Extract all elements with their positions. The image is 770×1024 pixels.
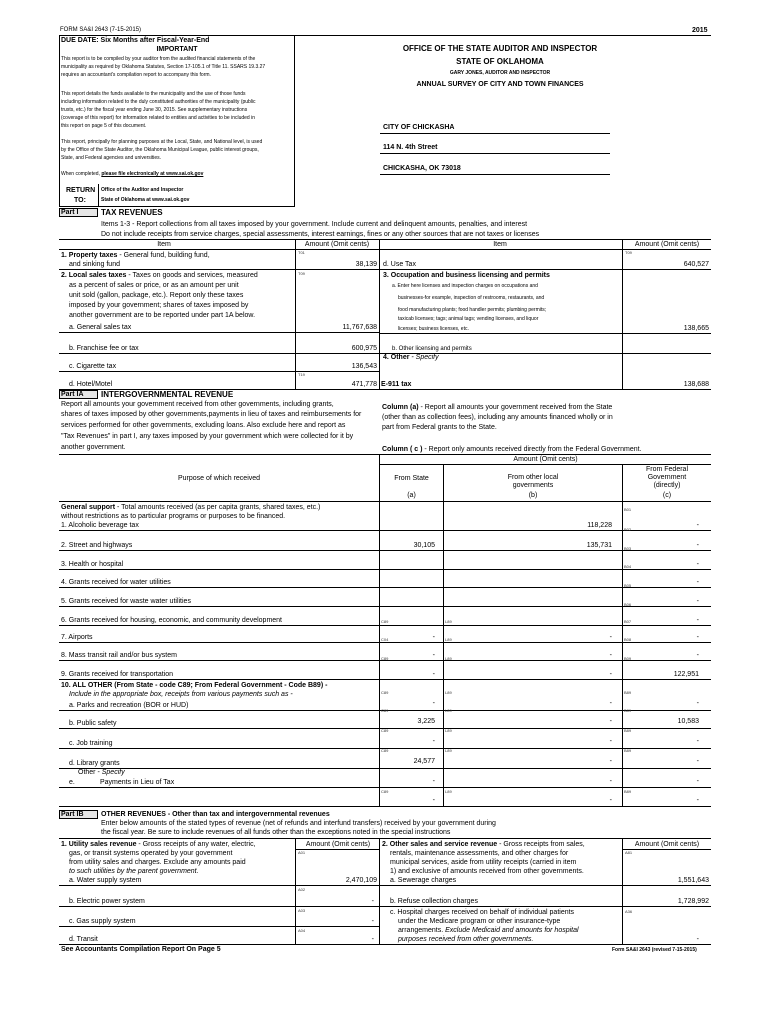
- col-c-header: From Federal: [645, 466, 688, 473]
- other-grant-value-b: -: [609, 700, 612, 707]
- line-code: L89: [445, 708, 452, 713]
- hospital-charges-label: c. Hospital charges received on behalf of individual patients: [390, 909, 575, 916]
- part1-label: Part I: [61, 209, 79, 216]
- amount-header: Amount (Omit cents): [513, 456, 578, 463]
- franchise-fee-label: b. Franchise fee or tax: [69, 345, 139, 352]
- other-specify-label: Other - Specify: [78, 769, 125, 776]
- line-code: B89: [624, 708, 632, 713]
- purpose-header: Purpose of which received: [177, 475, 261, 482]
- use-tax-value: 640,527: [683, 261, 709, 268]
- other-grant-label: a. Parks and recreation (BOR or HUD): [69, 702, 189, 709]
- e911-value: 138,688: [683, 381, 709, 388]
- sales-tax-desc: another government are to be reported under part 1A below.: [69, 312, 256, 319]
- electric-power-label: b. Electric power system: [69, 898, 145, 905]
- line-code: B89: [624, 748, 632, 753]
- licensing-desc: licenses; business licenses, etc.: [398, 326, 469, 332]
- part1a-desc: services performed for other governments, excluding loans. Also exclude here and report as: [61, 422, 346, 429]
- water-supply-label: a. Water supply system: [69, 877, 142, 884]
- other-grant-label: c. Job training: [69, 740, 113, 747]
- line-code: C04: [381, 637, 389, 642]
- line-code: B02: [624, 527, 632, 532]
- occupation-licensing-label: 3. Occupation and business licensing and permits: [383, 272, 550, 279]
- return-label: RETURN: [66, 187, 96, 194]
- grant-row-label: 7. Airports: [61, 634, 93, 641]
- line-code: L89: [445, 690, 452, 695]
- col-a-header: From State: [394, 475, 429, 482]
- sewerage-label: a. Sewerage charges: [390, 877, 457, 884]
- grant-row-value-a: -: [432, 671, 435, 678]
- part1a-label: Part IA: [61, 391, 84, 398]
- pilot-value-c: -: [696, 797, 699, 804]
- line-code: B06: [624, 602, 632, 607]
- other-grant-value-a: 3,225: [417, 718, 435, 725]
- grant-row-value-c: -: [696, 561, 699, 568]
- col-item: Item: [493, 241, 507, 248]
- property-tax-label: 1. Property taxes - General fund, building fund,: [61, 252, 210, 259]
- line-code: L89: [445, 619, 452, 624]
- grant-row-label: 9. Grants received for transportation: [61, 671, 174, 678]
- other-grant-value-c: -: [696, 700, 699, 707]
- hospital-charges-value: -: [696, 936, 699, 943]
- line-code: B89: [624, 690, 632, 695]
- grant-row-value-b: -: [609, 671, 612, 678]
- grant-row-value-a: -: [432, 652, 435, 659]
- file-electronic-note: When completed, please file electronically at www.sai.ok.gov: [61, 171, 204, 177]
- other-sales-desc: municipal services, aside from utility receipts (carried in item: [390, 859, 577, 866]
- line-code: B09: [624, 656, 632, 661]
- office-title: OFFICE OF THE STATE AUDITOR AND INSPECTOR: [402, 44, 598, 53]
- grant-row-label: 3. Health or hospital: [61, 561, 124, 568]
- licensing-desc: taxicab licenses; tags; animal tags; vending licenses, and liquor: [398, 316, 539, 322]
- part1a-desc: "Tax Revenues" in part I, any taxes imposed by your government which were collected for it by: [61, 433, 354, 440]
- hotel-motel-label: d. Hotel/Motel: [69, 381, 113, 388]
- return-address-line: Office of the Auditor and Inspector: [101, 187, 184, 193]
- specify-value-a: -: [432, 778, 435, 785]
- row-divider: [59, 642, 711, 643]
- all-other-label: 10. ALL OTHER (From State - code C89; From Federal Government - Code B89) -: [61, 682, 328, 689]
- line-code: B03: [624, 546, 632, 551]
- row-divider: [59, 625, 711, 626]
- line-code: L89: [445, 728, 452, 733]
- line-code: B05: [624, 583, 632, 588]
- cigarette-tax-label: c. Cigarette tax: [69, 363, 117, 370]
- general-sales-tax-value: 11,767,638: [342, 324, 377, 331]
- col-b-letter: (b): [528, 492, 538, 499]
- line-code: L89: [445, 748, 452, 753]
- line-code: B89: [624, 728, 632, 733]
- line-code: L89: [445, 637, 452, 642]
- important-heading: IMPORTANT: [156, 46, 198, 53]
- purpose-line: State, and Federal agencies and universities.: [61, 155, 162, 161]
- part1-instruction: Items 1-3 - Report collections from all taxes imposed by your government. Include current and delinquent amounts, penalties, and interest: [101, 221, 528, 228]
- part1b-instruction: the fiscal year. Be sure to include revenues of all funds other than the exceptions noted in the special instructions: [101, 829, 451, 836]
- line-code: B01: [624, 507, 632, 512]
- property-tax-label-cont: and sinking fund: [69, 261, 120, 268]
- due-date: DUE DATE: Six Months after Fiscal-Year-End: [61, 37, 210, 44]
- row-divider: [59, 550, 711, 551]
- line-code: T09: [625, 250, 632, 255]
- column-a-note: (other than as collection fees), including any amounts financed wholly or in: [382, 414, 613, 421]
- other-sales-label: 2. Other sales and service revenue - Gross receipts from sales,: [382, 841, 585, 848]
- part1b-title: OTHER REVENUES - Other than tax and intergovernmental revenues: [101, 811, 330, 818]
- important-line: municipality as required by Oklahoma Statutes, Section 17-105.1 of Title 11. SSARS 19.3.27: [61, 64, 266, 70]
- general-support-desc: without restrictions as to particular programs or purposes to be financed.: [61, 513, 286, 520]
- details-line: including information related to the duly constituted authorities of the municipality (public: [61, 99, 256, 105]
- row-divider: [59, 606, 711, 607]
- other-grant-label: b. Public safety: [69, 720, 117, 727]
- line-code: C89: [381, 748, 389, 753]
- col-amount: Amount (Omit cents): [634, 241, 700, 248]
- specify-value-b: -: [609, 778, 612, 785]
- state-name: STATE OF OKLAHOMA: [456, 57, 544, 66]
- details-line: This report details the funds available to the municipality and the use of those funds: [61, 91, 246, 97]
- part1a-desc: another government.: [61, 444, 126, 451]
- grant-row-value-c: 122,951: [673, 671, 699, 678]
- licensing-desc: a. Enter here licenses and inspection charges on occupations and: [392, 283, 538, 289]
- col-item: Item: [157, 241, 171, 248]
- form-year: 2015: [692, 27, 708, 34]
- part1-title: TAX REVENUES: [101, 208, 163, 217]
- licensing-desc: food manufacturing plants; food handler permits; plumbing permits;: [398, 307, 547, 313]
- purpose-line: by the Office of the State Auditor, the Oklahoma Municipal League, public interest groups,: [61, 147, 259, 153]
- footer-compilation-note: See Accountants Compilation Report On Page 5: [61, 946, 221, 953]
- row-divider: [59, 569, 711, 570]
- grant-row-value-c: -: [696, 598, 699, 605]
- amount-col-header: Amount (Omit cents): [634, 841, 700, 848]
- utility-sales-desc: from utility sales and charges. Exclude any amounts paid: [69, 859, 246, 866]
- other-sales-desc: 1) and exclusive of amounts received from other governments.: [390, 868, 584, 875]
- line-code: C89: [381, 708, 389, 713]
- other-licensing-label: b. Other licensing and permits: [392, 346, 472, 352]
- important-line: This report is to be compiled by your auditor from the audited financial statements of the: [61, 56, 256, 62]
- purpose-line: This report, principally for planning purposes at the Local, State, and National level, is used: [61, 139, 263, 145]
- other-grant-value-b: -: [609, 758, 612, 765]
- property-tax-value: 38,139: [355, 261, 377, 268]
- line-code: C89: [381, 619, 389, 624]
- sales-tax-desc: as a percent of sales or price, or as an amount per unit: [69, 282, 239, 289]
- grant-row-value-b: 135,731: [586, 542, 612, 549]
- cigarette-tax-value: 136,543: [351, 363, 377, 370]
- grant-row-label: 8. Mass transit rail and/or bus system: [61, 652, 177, 659]
- grant-row-value-a: 30,105: [413, 542, 435, 549]
- line-code: B08: [624, 637, 632, 642]
- details-line: trusts, etc.) for the fiscal year ending June 30, 2015. See supplementary instructions: [61, 107, 248, 113]
- grant-row-value-a: -: [432, 634, 435, 641]
- row-divider: [59, 768, 711, 769]
- gas-supply-value: -: [371, 918, 374, 925]
- utility-sales-label: 1. Utility sales revenue - Gross receipts of any water, electric,: [61, 841, 256, 848]
- licensing-desc: businesses-for example, inspection of restrooms, restaurants, and: [398, 295, 545, 301]
- utility-sales-desc: to such utilities by the parent government.: [69, 868, 199, 875]
- part1a-desc: shares of taxes imposed by other governments,payments in lieu of taxes and reimbursements for: [61, 411, 362, 418]
- col-amount: Amount (Omit cents): [304, 241, 370, 248]
- col-a-letter: (a): [407, 492, 416, 499]
- row-divider: [59, 587, 711, 588]
- row-divider: [59, 679, 711, 680]
- part1a-title: INTERGOVERNMENTAL REVENUE: [101, 390, 234, 399]
- city-address: 114 N. 4th Street: [383, 144, 438, 151]
- franchise-fee-value: 600,975: [351, 345, 377, 352]
- grant-row-value-c: -: [696, 634, 699, 641]
- column-a-note: part from Federal grants to the State.: [382, 424, 497, 431]
- transit-label: d. Transit: [69, 936, 98, 943]
- other-grant-value-c: -: [696, 758, 699, 765]
- col-c-header: Government: [647, 474, 687, 481]
- transit-value: -: [371, 936, 374, 943]
- col-b-header: From other local: [507, 474, 559, 481]
- refuse-value: 1,728,992: [677, 898, 709, 905]
- part1-instruction: Do not include receipts from service charges, special assessments, interest earnings, fines or any other sources that are not taxes or licenses: [101, 231, 540, 238]
- other-grant-value-b: -: [609, 738, 612, 745]
- column-a-note: Column (a) - Report all amounts your government received from the State: [382, 404, 613, 411]
- grant-row-value-c: -: [696, 542, 699, 549]
- city-name: CITY OF CHICKASHA: [383, 124, 455, 131]
- water-supply-value: 2,470,109: [345, 877, 377, 884]
- amount-col-header: Amount (Omit cents): [305, 841, 371, 848]
- important-line: requires an accountant's compilation report to accompany this form.: [61, 72, 211, 78]
- line-code: C89: [381, 728, 389, 733]
- other-grant-value-a: 24,577: [413, 758, 435, 765]
- other-taxes-label: 4. Other - Specify: [383, 354, 439, 361]
- hospital-charges-desc: under the Medicare program or other insurance-type: [398, 918, 561, 925]
- sales-tax-desc: imposed by your government; shares of taxes imposed by: [69, 302, 249, 309]
- hospital-charges-desc: purposes received from other governments.: [398, 936, 534, 943]
- refuse-label: b. Refuse collection charges: [390, 898, 478, 905]
- grant-row-value-b: -: [609, 634, 612, 641]
- grant-row-value-b: -: [609, 652, 612, 659]
- grant-row-value-c: -: [696, 522, 699, 529]
- grant-row-label: 4. Grants received for water utilities: [61, 579, 171, 586]
- grant-row-value-c: -: [696, 652, 699, 659]
- grant-row-label: 1. Alcoholic beverage tax: [61, 522, 139, 529]
- form-id: FORM SA&I 2643 (7-15-2015): [60, 27, 142, 33]
- grant-row-value-c: -: [696, 617, 699, 624]
- line-code: C89: [381, 690, 389, 695]
- line-code: C89: [381, 656, 389, 661]
- gas-supply-label: c. Gas supply system: [69, 918, 136, 925]
- hospital-charges-desc: arrangements. Exclude Medicaid and amounts for hospital: [398, 927, 579, 934]
- return-address-line: State of Oklahoma at www.sai.ok.gov: [101, 197, 190, 203]
- city-state-zip: CHICKASHA, OK 73018: [383, 165, 461, 172]
- electric-power-value: -: [371, 898, 374, 905]
- use-tax-label: d. Use Tax: [383, 261, 416, 268]
- grant-row-label: 6. Grants received for housing, economic, and community development: [61, 617, 283, 624]
- grant-row-value-c: -: [696, 579, 699, 586]
- grant-row-label: 5. Grants received for waste water utilities: [61, 598, 191, 605]
- general-support-label: General support - Total amounts received (as per capita grants, shared taxes, etc.): [61, 504, 321, 511]
- survey-title: ANNUAL SURVEY OF CITY AND TOWN FINANCES: [416, 81, 584, 88]
- other-grant-value-b: -: [609, 718, 612, 725]
- details-line: (coverage of this report) for information related to entities and activities to be included in: [61, 115, 255, 121]
- details-line: this report on page 5 of this document.: [61, 123, 147, 129]
- other-grant-value-a: -: [432, 738, 435, 745]
- other-grant-value-c: -: [696, 738, 699, 745]
- general-sales-tax-label: a. General sales tax: [69, 324, 132, 331]
- sales-tax-label: 2. Local sales taxes - Taxes on goods and services, measured: [61, 272, 258, 279]
- auditor-name: GARY JONES, AUDITOR AND INSPECTOR: [449, 70, 551, 76]
- line-code: T19: [298, 372, 305, 377]
- file-electronic-link[interactable]: please file electronically at www.sai.ok.gov: [101, 171, 204, 177]
- sewerage-value: 1,551,643: [677, 877, 709, 884]
- pilot-value-b: -: [609, 797, 612, 804]
- footer-form-revision: Form SA&I 2643 (revised 7-15-2015): [612, 947, 697, 953]
- col-c-letter: (c): [662, 492, 672, 499]
- line-code: B04: [624, 564, 632, 569]
- all-other-desc: Include in the appropriate box, receipts from various payments such as -: [69, 691, 293, 698]
- line-code: T01: [298, 250, 305, 255]
- column-c-note: Column ( c ) - Report only amounts received directly from the Federal Government.: [382, 446, 642, 453]
- licensing-value: 138,665: [683, 325, 709, 332]
- line-code: B07: [624, 619, 632, 624]
- utility-sales-desc: gas, or transit systems operated by your government: [69, 850, 233, 857]
- part1a-desc: Report all amounts your government received from other governments, including grants,: [61, 401, 334, 408]
- line-code: L89: [445, 656, 452, 661]
- return-to-label: TO:: [74, 197, 86, 204]
- other-sales-desc: rentals, maintenance assessments, and other charges for: [390, 850, 569, 857]
- e911-label: E-911 tax: [381, 381, 412, 388]
- other-grant-value-c: 10,583: [677, 718, 699, 725]
- sales-tax-desc: unit sold (gallon, package, etc.). Report only these taxes: [69, 292, 244, 299]
- part1b-instruction: Enter below amounts of the stated types of revenue (net of refunds and interfund transfers) received by your government during: [101, 820, 496, 827]
- line-code: T09: [298, 271, 305, 276]
- pilot-value-a: -: [432, 797, 435, 804]
- specify-value-c: -: [696, 778, 699, 785]
- other-grant-label: d. Library grants: [69, 760, 120, 767]
- part1b-label: Part IB: [61, 811, 84, 818]
- grant-row-value-b: 118,228: [587, 522, 612, 529]
- pilot-label: Payments in Lieu of Tax: [100, 779, 175, 786]
- grant-row-label: 2. Street and highways: [61, 542, 133, 549]
- hotel-motel-value: 471,778: [351, 381, 377, 388]
- col-b-header: governments: [512, 482, 554, 489]
- other-grant-value-a: -: [432, 700, 435, 707]
- pilot-letter: e.: [69, 779, 75, 786]
- col-c-header: (directly): [653, 482, 681, 489]
